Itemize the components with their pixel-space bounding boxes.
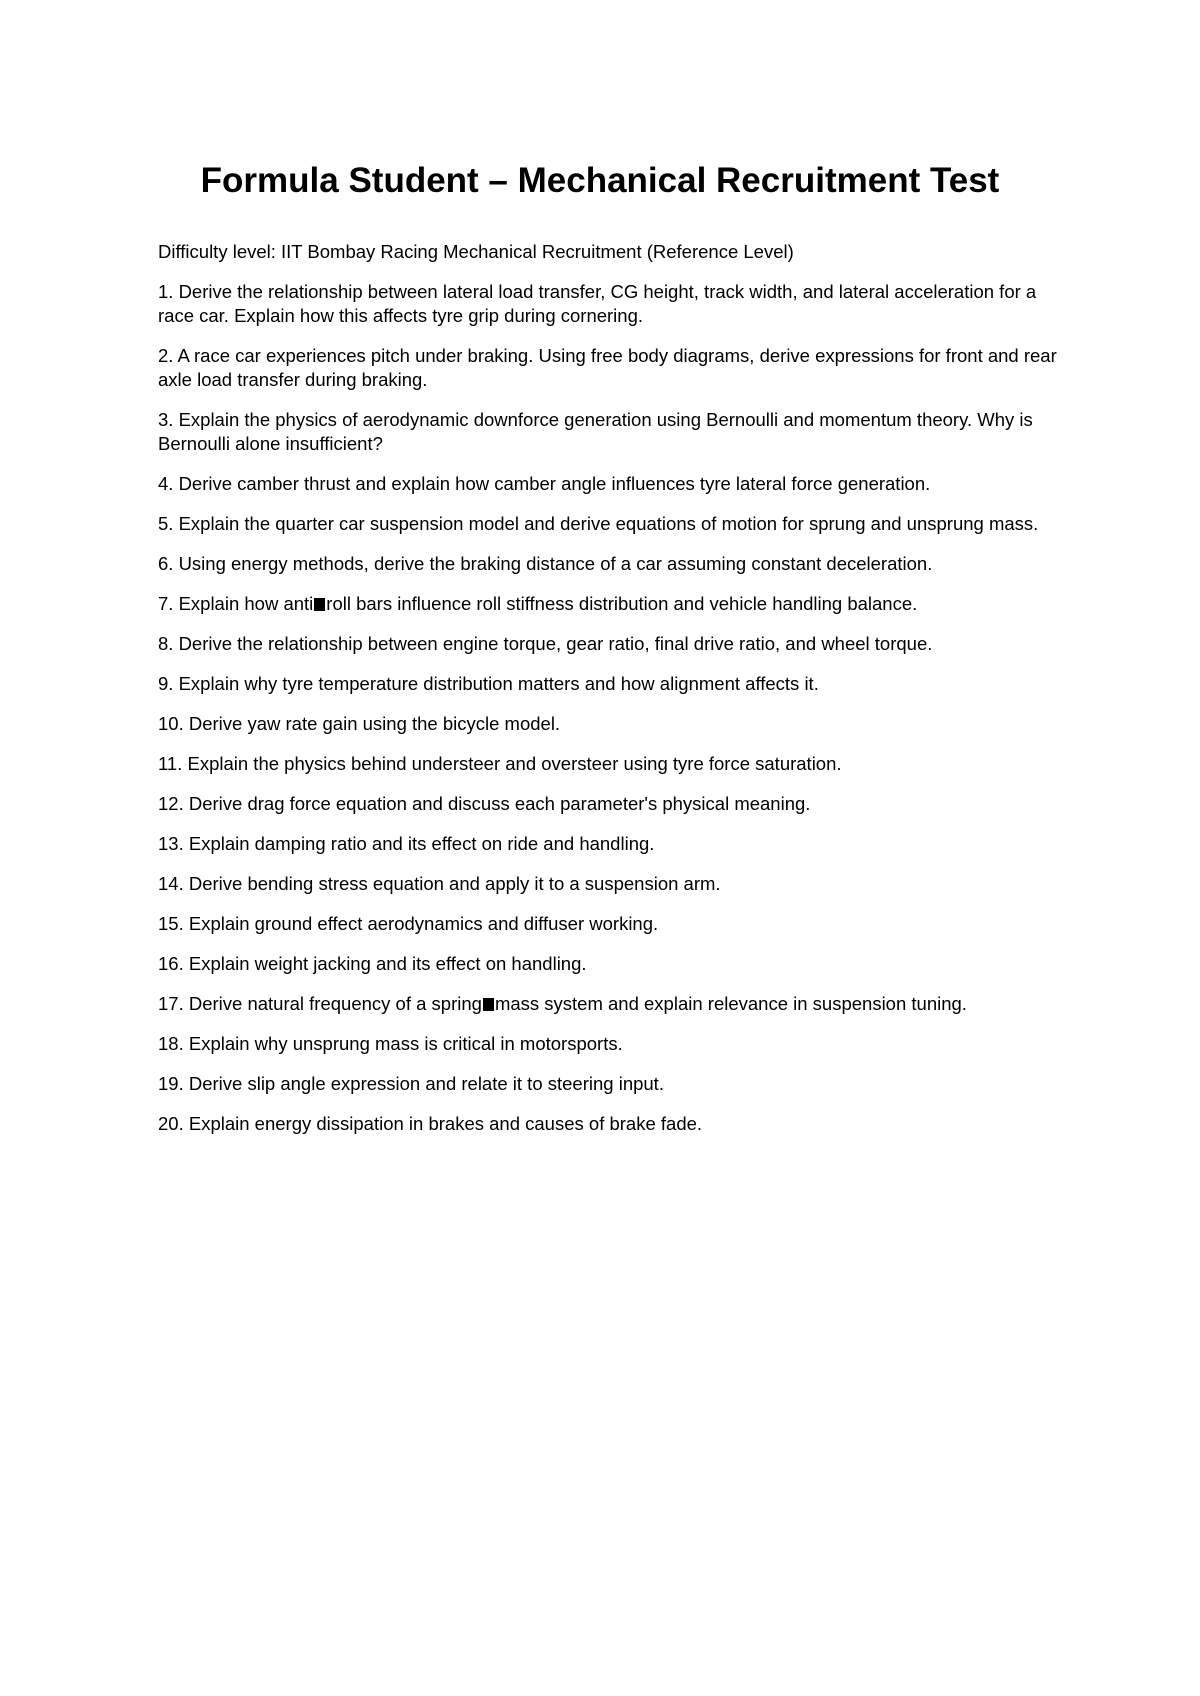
question-item: 2. A race car experiences pitch under braking. Using free body diagrams, derive expressions for front and rear axle load transfer during braking.: [158, 345, 1057, 390]
question-text-part: 7. Explain how anti: [158, 593, 314, 614]
question-item: 3. Explain the physics of aerodynamic downforce generation using Bernoulli and momentum theory. Why is Bernoulli alone insufficient?: [158, 409, 1033, 454]
missing-glyph-square-icon: [483, 998, 494, 1011]
question-item: 13. Explain damping ratio and its effect on ride and handling.: [158, 833, 655, 854]
question-item: 11. Explain the physics behind understeer and oversteer using tyre force saturation.: [158, 753, 842, 774]
question-item: 16. Explain weight jacking and its effect on handling.: [158, 953, 587, 974]
question-item: 18. Explain why unsprung mass is critical in motorsports.: [158, 1033, 623, 1054]
question-list: [158, 280, 1058, 1136]
question-item: 12. Derive drag force equation and discuss each parameter's physical meaning.: [158, 793, 811, 814]
missing-glyph-square-icon: [314, 598, 325, 611]
question-item: 19. Derive slip angle expression and relate it to steering input.: [158, 1073, 664, 1094]
question-item: 10. Derive yaw rate gain using the bicycle model.: [158, 713, 561, 734]
page-title: Formula Student – Mechanical Recruitment Test: [200, 161, 1000, 200]
question-text-part: roll bars influence roll stiffness distribution and vehicle handling balance.: [326, 593, 918, 614]
question-item: [158, 992, 1058, 1016]
question-text-part: 17. Derive natural frequency of a spring: [158, 993, 482, 1014]
question-item: 20. Explain energy dissipation in brakes and causes of brake fade.: [158, 1113, 703, 1134]
difficulty-level: Difficulty level: IIT Bombay Racing Mechanical Recruitment (Reference Level): [158, 241, 794, 262]
question-item: 15. Explain ground effect aerodynamics and diffuser working.: [158, 913, 659, 934]
question-item: 6. Using energy methods, derive the braking distance of a car assuming constant deceleration.: [158, 553, 933, 574]
question-item: 9. Explain why tyre temperature distribution matters and how alignment affects it.: [158, 673, 819, 694]
question-text-part: mass system and explain relevance in suspension tuning.: [494, 993, 967, 1014]
question-item: 4. Derive camber thrust and explain how camber angle influences tyre lateral force generation.: [158, 473, 931, 494]
document-body: [158, 240, 1058, 1152]
question-item: 5. Explain the quarter car suspension model and derive equations of motion for sprung and unsprung mass.: [158, 513, 1039, 534]
question-item: [158, 592, 1058, 616]
question-item: 14. Derive bending stress equation and apply it to a suspension arm.: [158, 873, 721, 894]
question-item: 8. Derive the relationship between engine torque, gear ratio, final drive ratio, and wheel torque.: [158, 633, 933, 654]
question-item: 1. Derive the relationship between lateral load transfer, CG height, track width, and lateral acceleration for a race car. Explain how this affects tyre grip during cornering.: [158, 281, 1037, 326]
